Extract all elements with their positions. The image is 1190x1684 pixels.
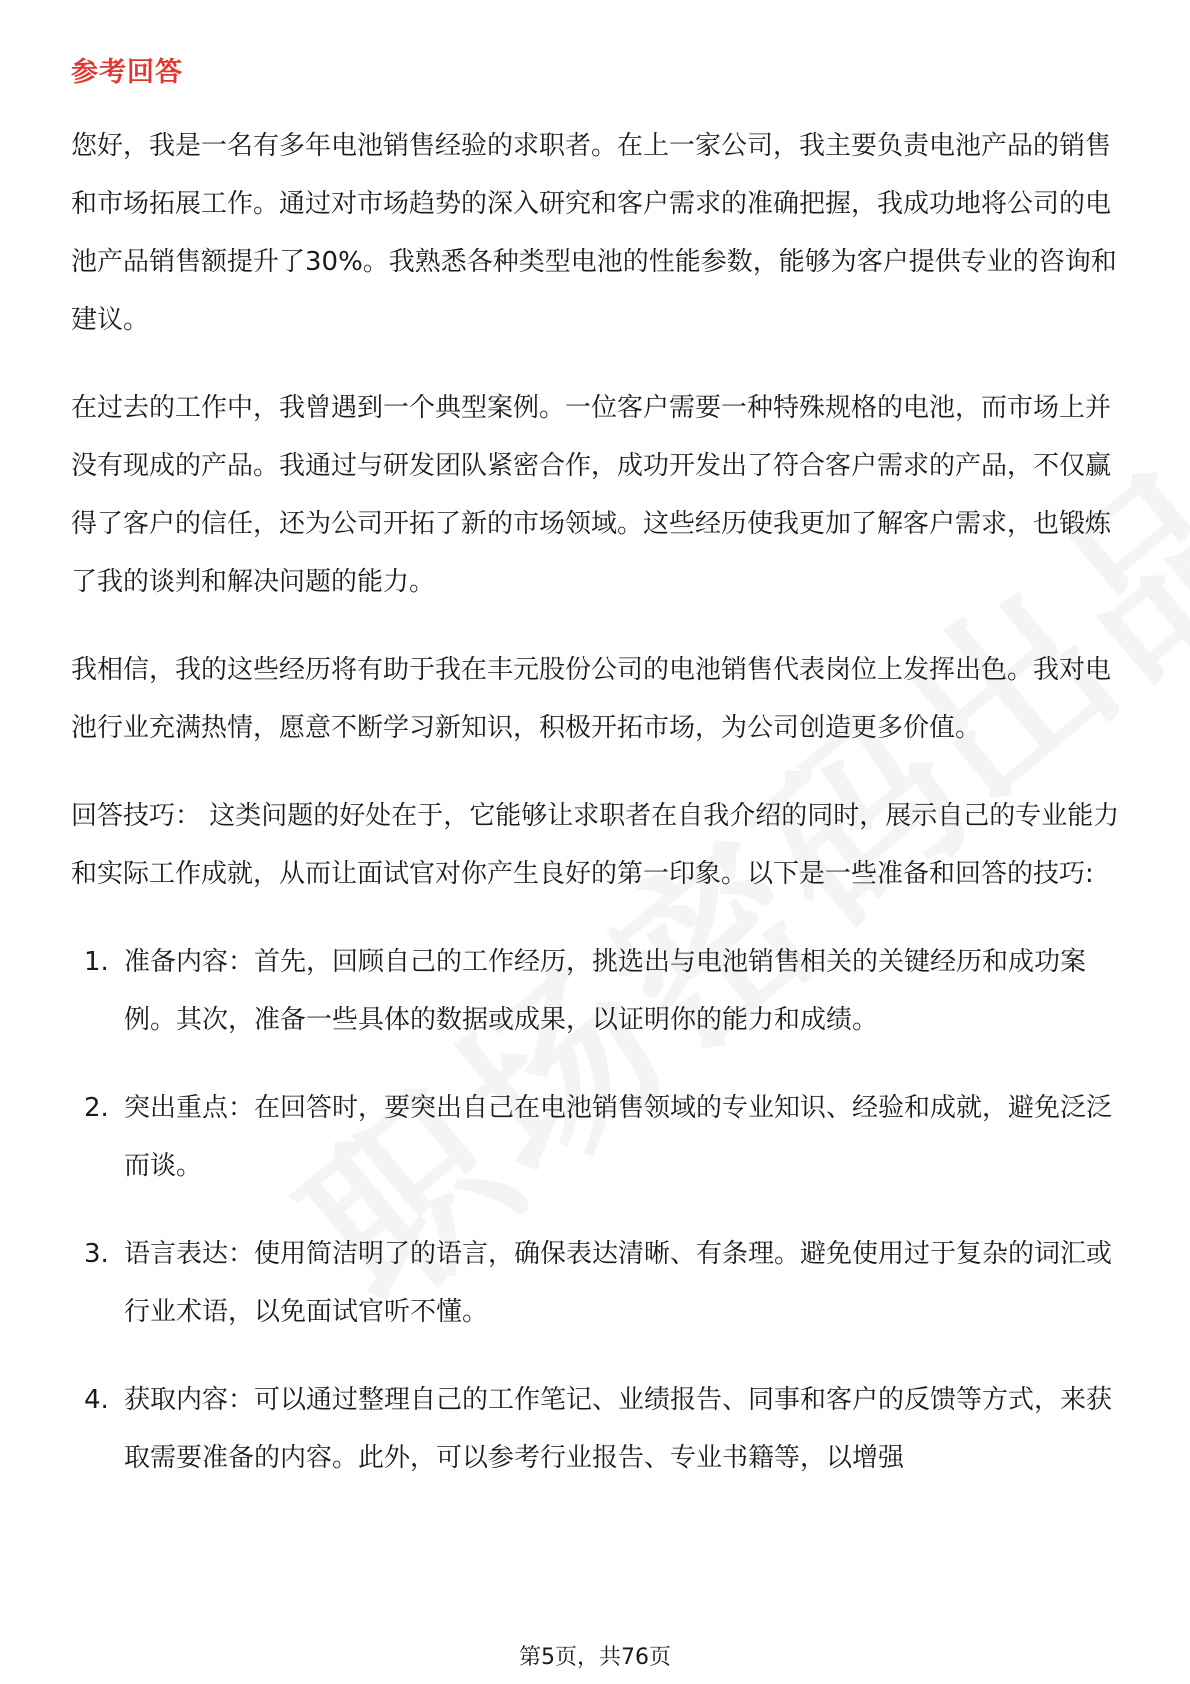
section-title: 参考回答 [71,57,183,88]
paragraph-intro: 您好，我是一名有多年电池销售经验的求职者。在上一家公司，我主要负责电池产品的销售和市场拓展工作。通过对市场趋势的深入研究和客户需求的准确把握，我成功地将公司的电池产品销售额提升了30%。我熟悉各种类型电池的性能参数，能够为客户提供专业的咨询和建议。 [71,131,1117,335]
list-item [71,933,1126,1049]
list-item-number: 2. [84,1093,109,1123]
list-item-text: 准备内容：首先，回顾自己的工作经历，挑选出与电池销售相关的关键经历和成功案例。其次，准备一些具体的数据或成果，以证明你的能力和成绩。 [124,947,1087,1035]
paragraph-tips-intro: 回答技巧： 这类问题的好处在于，它能够让求职者在自我介绍的同时，展示自己的专业能力和实际工作成就，从而让面试官对你产生良好的第一印象。以下是一些准备和回答的技巧: [71,801,1120,889]
list-item [71,1079,1126,1195]
list-item-text: 突出重点：在回答时，要突出自己在电池销售领域的专业知识、经验和成就，避免泛泛而谈。 [124,1093,1113,1181]
paragraph-closing: 我相信，我的这些经历将有助于我在丰元股份公司的电池销售代表岗位上发挥出色。我对电池行业充满热情，愿意不断学习新知识，积极开拓市场，为公司创造更多价值。 [71,655,1112,743]
list-item [71,1225,1126,1341]
page-number: 第5页，共76页 [519,1645,671,1670]
tips-list [71,933,1126,1487]
list-item-text: 获取内容：可以通过整理自己的工作笔记、业绩报告、同事和客户的反馈等方式，来获取需要准备的内容。此外，可以参考行业报告、专业书籍等，以增强 [124,1385,1113,1473]
list-item-text: 语言表达：使用简洁明了的语言，确保表达清晰、有条理。避免使用过于复杂的词汇或行业术语，以免面试官听不懂。 [124,1239,1113,1327]
answer-content [71,117,1126,1517]
list-item-number: 3. [84,1239,109,1269]
list-item [71,1371,1126,1487]
paragraph-case: 在过去的工作中，我曾遇到一个典型案例。一位客户需要一种特殊规格的电池，而市场上并没有现成的产品。我通过与研发团队紧密合作，成功开发出了符合客户需求的产品，不仅赢得了客户的信任，还为公司开拓了新的市场领域。这些经历使我更加了解客户需求，也锻炼了我的谈判和解决问题的能力。 [71,393,1112,597]
list-item-number: 1. [84,947,109,977]
list-item-number: 4. [84,1385,109,1415]
